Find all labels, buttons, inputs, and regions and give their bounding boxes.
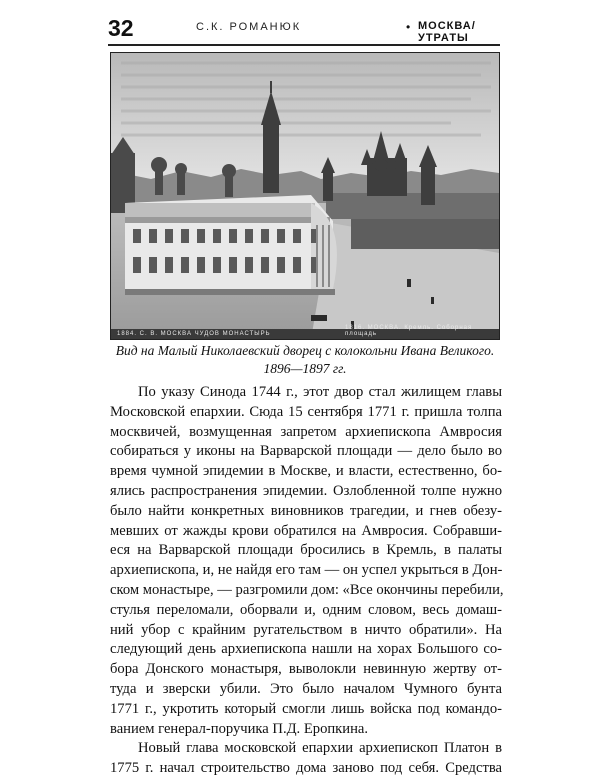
text-line: мевших от жажды крови обратился на Амвросия. Собравши- [110, 522, 502, 539]
text-line: еся на Варварской площади бросились в Кремль, в палаты [110, 542, 502, 559]
text-line: Московской епархии. Сюда 15 сентября 1771 г. пришла толпа [110, 403, 502, 420]
page-number: 32 [108, 15, 134, 41]
running-head-section: МОСКВА/УТРАТЫ [418, 20, 476, 44]
body-text [110, 383, 502, 779]
caption-line: 1896—1897 гг. [263, 361, 347, 376]
running-head-author: С.К. РОМАНЮК [196, 21, 302, 33]
photo-illustration [111, 53, 499, 339]
text-line: По указу Синода 1744 г., этот двор стал жилищем главы [138, 384, 502, 400]
text-line: 1775 г. начал строительство дома заново под себя. Средства [110, 760, 502, 777]
text-line: следующий день архиепископа нашли на хорах Большого со- [110, 641, 502, 658]
caption-line: Вид на Малый Николаевский дворец с колокольни Ивана Великого. [115, 343, 495, 358]
text-line: Новый глава московской епархии архиепископ Платон в [138, 740, 502, 757]
text-line: ванием генерал-поручика П.Д. Еропкина. [110, 720, 369, 737]
text-line: ском монастыре, — разгромили дом: «Все окончины перебили, [110, 581, 504, 598]
text-line: москвичей, возмущенная запретом архиепископа Амвросия [110, 423, 502, 440]
figure-caption [100, 342, 510, 378]
photo-inscription-left: 1884. С. В. МОСКВА ЧУДОВ МОНАСТЫРЬ [117, 331, 271, 337]
photo-inscription-right: 1816. МОСКВА. Кремль. Соборная площадь [345, 325, 473, 337]
text-line: архиепископа, и, не найдя его там — он успел укрыться в Дон- [110, 562, 503, 579]
text-line: туда и зверски убили. Это было началом Чумного бунта [110, 680, 502, 697]
text-line: бора Донского монастыря, выволокли невинную жертву от- [110, 661, 502, 678]
text-line: было найти конкретных виновников трагедии, и гнев обезу- [110, 502, 502, 519]
text-line: 1771 г., укротить который смогли лишь войска под командо- [110, 700, 502, 717]
text-line: ялись распространения эпидемии. Озлобленной толпе нужно [110, 482, 502, 499]
text-line: ний убор с крайним ругательством в ничто обратили». На [110, 621, 502, 638]
historical-photo [110, 52, 500, 340]
page-header [108, 14, 500, 44]
text-line: время чумной эпидемии в Москве, и власти, естественно, бо- [110, 463, 502, 480]
header-rule [108, 44, 500, 46]
header-bullet: • [406, 20, 411, 34]
text-line: стулья переломали, оборвали и, одним словом, весь домаш- [110, 601, 502, 618]
text-line: собираться у иконы на Варварской площади — дело было во [110, 443, 502, 460]
